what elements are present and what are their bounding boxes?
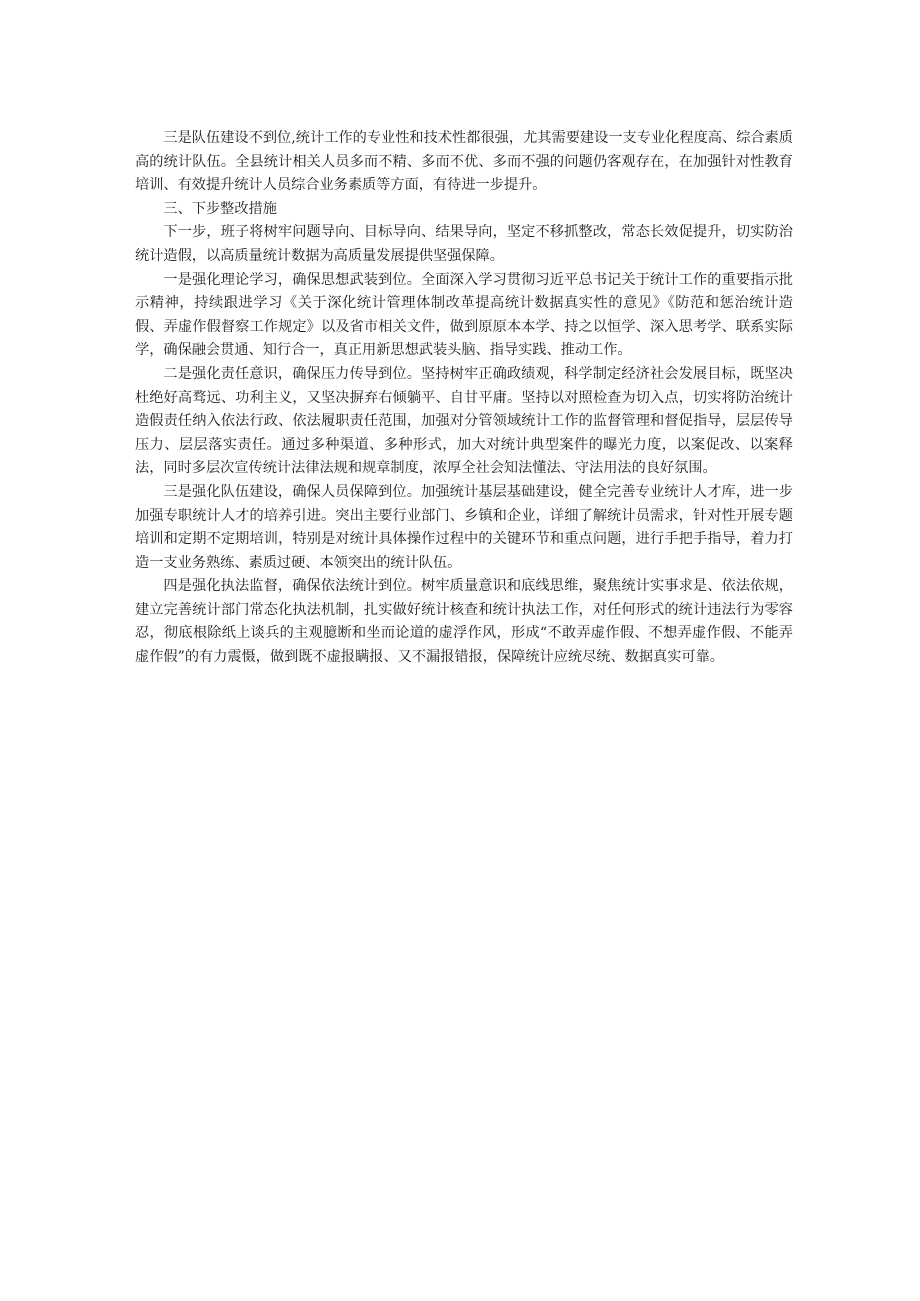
paragraph-team-building-issue: 三是队伍建设不到位,统计工作的专业性和技术性都很强，尤其需要建设一支专业化程度高、综合素质高的统计队伍。全县统计相关人员多而不精、多而不优、多而不强的问题仍客观存在，在加强针对性教育培训、有效提升统计人员综合业务素质等方面，有待进一步提升。 [135, 130, 793, 194]
paragraph-responsibility: 二是强化责任意识，确保压力传导到位。坚持树牢正确政绩观，科学制定经济社会发展目标，既坚决杜绝好高骛远、功利主义，又坚决摒弃右倾躺平、自甘平庸。坚持以对照检查为切入点，切实将防治统计造假责任纳入依法行政、依法履职责任范围，加强对分管领域统计工作的监督管理和督促指导，层层传导压力、层层落实责任。通过多种渠道、多种形式，加大对统计典型案件的曝光力度，以案促改、以案释法，同时多层次宣传统计法律法规和规章制度，浓厚全社会知法懂法、守法用法的良好氛围。 [135, 365, 793, 477]
document-body [135, 127, 793, 670]
paragraph-next-steps-intro: 下一步，班子将树牢问题导向、目标导向、结果导向，坚定不移抓整改，常态长效促提升，切实防治统计造假，以高质量统计数据为高质量发展提供坚强保障。 [135, 224, 793, 264]
paragraph-theory-study: 一是强化理论学习，确保思想武装到位。全面深入学习贯彻习近平总书记关于统计工作的重要指示批示精神，持续跟进学习《关于深化统计管理体制改革提高统计数据真实性的意见》《防范和惩治统计造假、弄虚作假督察工作规定》以及省市相关文件，做到原原本本学、持之以恒学、深入思考学、联系实际学，确保融会贯通、知行合一，真正用新思想武装头脑、指导实践、推动工作。 [135, 271, 793, 359]
section-heading-next-steps: 三、下步整改措施 [163, 200, 277, 217]
paragraph-team-building-measure: 三是强化队伍建设，确保人员保障到位。加强统计基层基础建设，健全完善专业统计人才库，进一步加强专职统计人才的培养引进。突出主要行业部门、乡镇和企业，详细了解统计员需求，针对性开展专题培训和定期不定期培训，特别是对统计具体操作过程中的关键环节和重点问题，进行手把手指导，着力打造一支业务熟练、素质过硬、本领突出的统计队伍。 [135, 483, 793, 571]
paragraph-law-enforcement: 四是强化执法监督，确保依法统计到位。树牢质量意识和底线思维，聚焦统计实事求是、依法依规，建立完善统计部门常态化执法机制，扎实做好统计核查和统计执法工作，对任何形式的统计违法行为零容忍，彻底根除纸上谈兵的主观臆断和坐而论道的虚浮作风，形成“不敢弄虚作假、不想弄虚作假、不能弄虚作假”的有力震慑，做到既不虚报瞒报、又不漏报错报，保障统计应统尽统、数据真实可靠。 [135, 578, 793, 666]
